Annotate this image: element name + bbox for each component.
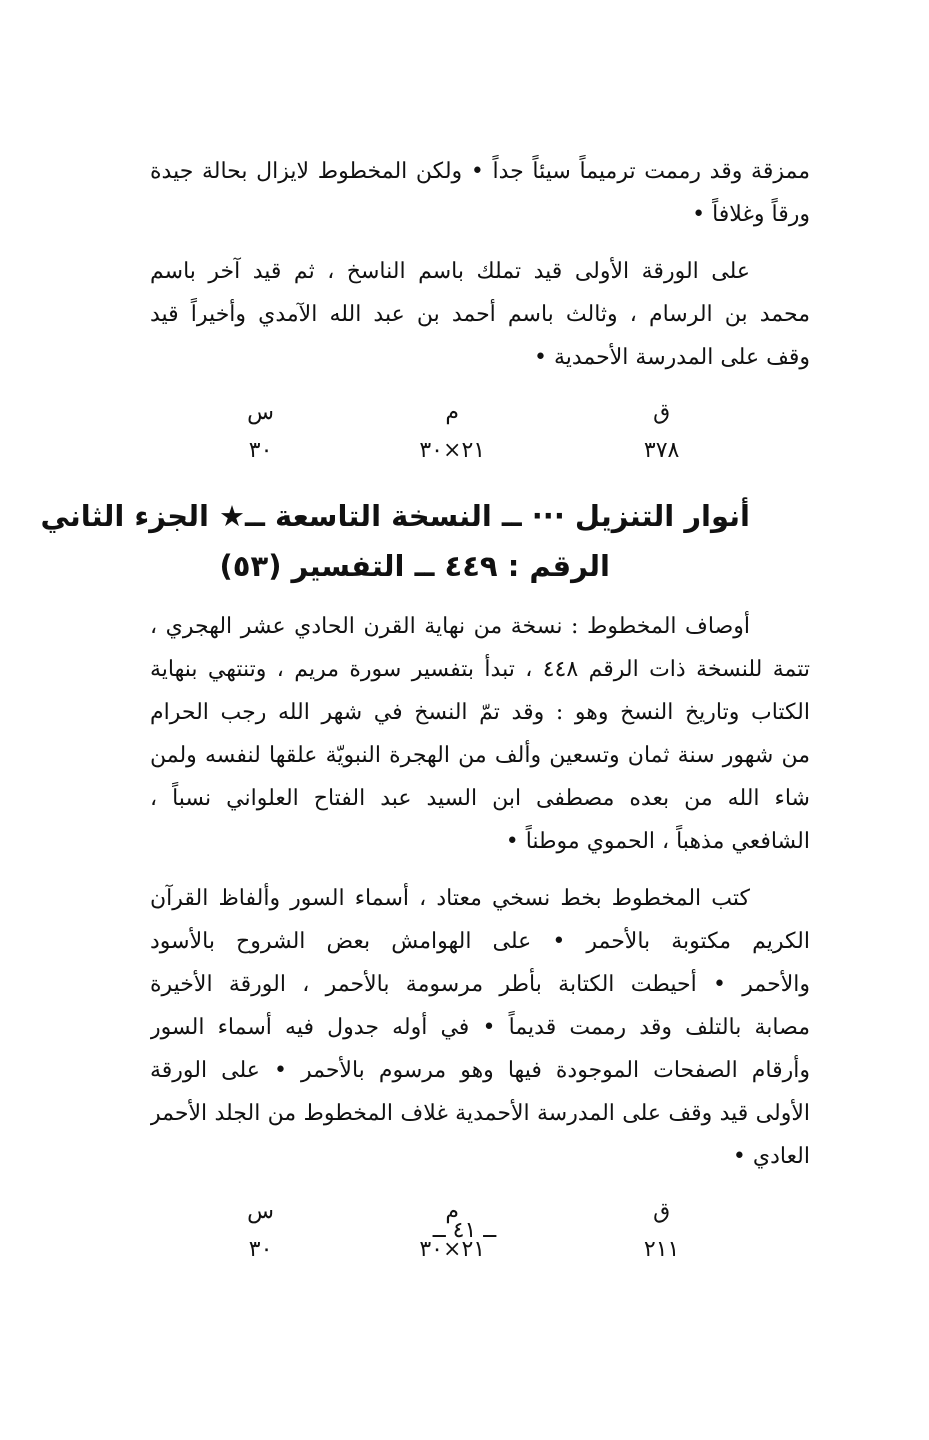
metadata-value-size: ٢١×٣٠ bbox=[419, 437, 486, 463]
text-line: كتب المخطوط بخط نسخي معتاد ، أسماء السور وألفاظ القرآن bbox=[150, 886, 750, 911]
physical-description-paragraph bbox=[150, 877, 810, 1178]
text-line: ممزقة وقد رممت ترميماً سيئاً جداً • ولكن المخطوط لايزال بحالة جيدة bbox=[150, 159, 810, 184]
description-paragraph bbox=[150, 605, 810, 863]
text-line: العادي • bbox=[732, 1144, 810, 1169]
metadata-value-row bbox=[205, 431, 735, 469]
metadata-header-size: م bbox=[445, 1198, 460, 1224]
entry-title: أنوار التنزيل ··· ــ النسخة التاسعة ــ★ الجزء الثاني bbox=[40, 499, 750, 533]
metadata-value-size: ٢١×٣٠ bbox=[419, 1236, 486, 1262]
text-line: مصابة بالتلف وقد رممت قديماً • في أوله جدول فيه أسماء السور bbox=[150, 1015, 810, 1040]
text-line: والأحمر • أحيطت الكتابة بأطر مرسومة بالأحمر ، الورقة الأخيرة bbox=[150, 972, 810, 997]
page-number: ــ ٤١ ــ bbox=[432, 1218, 497, 1243]
metadata-header-lines: س bbox=[247, 399, 275, 425]
text-line: من شهور سنة ثمان وتسعين وألف من الهجرة النبويّة علقها لنفسه ولمن bbox=[150, 743, 810, 768]
metadata-value-leaves: ٣٧٨ bbox=[643, 437, 680, 463]
page-body bbox=[40, 150, 810, 1268]
metadata-header-leaves: ق bbox=[653, 399, 671, 425]
metadata-header-row bbox=[205, 393, 735, 431]
entry-subtitle: الرقم : ٤٤٩ ــ التفسير (٥٣) bbox=[219, 549, 610, 583]
text-line: وأرقام الصفحات الموجودة فيها وهو مرسوم بالأحمر • على الورقة bbox=[150, 1058, 810, 1083]
metadata-value-leaves: ٢١١ bbox=[643, 1236, 680, 1262]
metadata-header-size: م bbox=[445, 399, 460, 425]
text-line: أوصاف المخطوط : نسخة من نهاية القرن الحادي عشر الهجري ، bbox=[150, 614, 750, 639]
text-line: محمد بن الرسام ، وثالث باسم أحمد بن عبد الله الآمدي وأخيراً قيد bbox=[150, 302, 810, 327]
text-line: الكتاب وتاريخ النسخ وهو : وقد تمّ النسخ في شهر الله رجب الحرام bbox=[150, 700, 810, 725]
metadata-header-leaves: ق bbox=[653, 1198, 671, 1224]
text-line: الكريم مكتوبة بالأحمر • على الهوامش بعض الشروح بالأسود bbox=[150, 929, 810, 954]
text-line: تتمة للنسخة ذات الرقم ٤٤٨ ، تبدأ بتفسير سورة مريم ، وتنتهي بنهاية bbox=[150, 657, 810, 682]
text-line: الشافعي مذهباً ، الحموي موطناً • bbox=[505, 829, 810, 854]
metadata-value-lines: ٣٠ bbox=[248, 1236, 273, 1262]
text-line: وقف على المدرسة الأحمدية • bbox=[534, 345, 810, 370]
metadata-header-lines: س bbox=[247, 1198, 275, 1224]
text-line: على الورقة الأولى قيد تملك باسم الناسخ ، ثم قيد آخر باسم bbox=[150, 259, 750, 284]
metadata-value-lines: ٣٠ bbox=[248, 437, 273, 463]
metadata-table-1 bbox=[205, 393, 735, 469]
text-line: الأولى قيد وقف على المدرسة الأحمدية غلاف المخطوط من الجلد الأحمر bbox=[150, 1101, 810, 1126]
intro-paragraph-2 bbox=[150, 250, 810, 379]
text-line: شاء الله من بعده مصطفى ابن السيد عبد الفتاح العلواني نسباً ، bbox=[150, 786, 810, 811]
text-line: ورقاً وغلافاً • bbox=[692, 202, 810, 227]
intro-paragraph-1 bbox=[150, 150, 810, 236]
